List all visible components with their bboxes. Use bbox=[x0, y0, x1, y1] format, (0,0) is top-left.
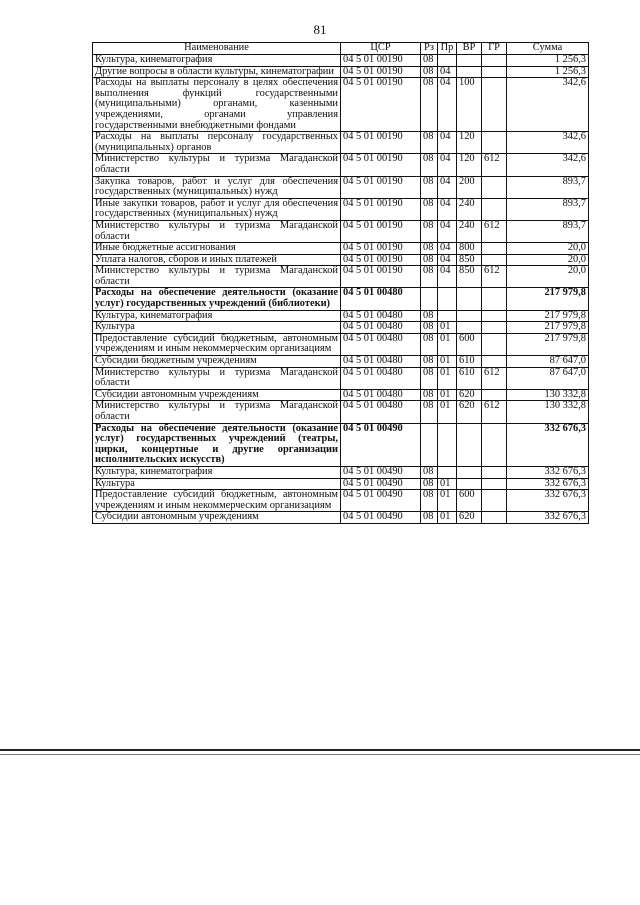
row-csr: 04 5 01 00490 bbox=[341, 490, 421, 512]
row-sum: 20,0 bbox=[507, 254, 589, 266]
row-csr: 04 5 01 00490 bbox=[341, 478, 421, 490]
row-csr: 04 5 01 00480 bbox=[341, 389, 421, 401]
row-gr bbox=[482, 78, 507, 132]
row-pr: 04 bbox=[438, 243, 457, 255]
row-vr: 620 bbox=[457, 401, 482, 423]
row-sum: 1 256,3 bbox=[507, 55, 589, 67]
row-rz: 08 bbox=[421, 243, 438, 255]
row-csr: 04 5 01 00190 bbox=[341, 198, 421, 220]
table-row bbox=[93, 423, 589, 466]
header-vr: ВР bbox=[457, 43, 482, 55]
row-name: Министерство культуры и туризма Магаданской области bbox=[93, 266, 341, 288]
row-gr bbox=[482, 356, 507, 368]
row-csr: 04 5 01 00190 bbox=[341, 243, 421, 255]
header-gr: ГР bbox=[482, 43, 507, 55]
row-sum: 342,6 bbox=[507, 132, 589, 154]
row-sum: 1 256,3 bbox=[507, 66, 589, 78]
row-pr: 04 bbox=[438, 176, 457, 198]
row-name: Субсидии бюджетным учреждениям bbox=[93, 356, 341, 368]
table-body bbox=[93, 55, 589, 524]
row-name: Культура, кинематография bbox=[93, 55, 341, 67]
row-gr bbox=[482, 333, 507, 355]
row-vr bbox=[457, 466, 482, 478]
row-vr: 850 bbox=[457, 266, 482, 288]
row-csr: 04 5 01 00190 bbox=[341, 78, 421, 132]
row-name: Другие вопросы в области культуры, кинематографии bbox=[93, 66, 341, 78]
header-pr: Пр bbox=[438, 43, 457, 55]
table-row bbox=[93, 55, 589, 67]
row-csr: 04 5 01 00190 bbox=[341, 266, 421, 288]
row-gr bbox=[482, 512, 507, 524]
row-gr bbox=[482, 243, 507, 255]
row-rz: 08 bbox=[421, 466, 438, 478]
row-csr: 04 5 01 00490 bbox=[341, 466, 421, 478]
row-vr: 610 bbox=[457, 356, 482, 368]
row-sum: 217 979,8 bbox=[507, 310, 589, 322]
row-sum: 342,6 bbox=[507, 154, 589, 176]
row-csr: 04 5 01 00490 bbox=[341, 423, 421, 466]
row-gr: 612 bbox=[482, 266, 507, 288]
table-row bbox=[93, 243, 589, 255]
row-csr: 04 5 01 00190 bbox=[341, 132, 421, 154]
row-pr: 04 bbox=[438, 132, 457, 154]
row-pr bbox=[438, 288, 457, 310]
row-sum: 130 332,8 bbox=[507, 389, 589, 401]
row-sum: 130 332,8 bbox=[507, 401, 589, 423]
row-gr bbox=[482, 322, 507, 334]
row-gr bbox=[482, 478, 507, 490]
row-csr: 04 5 01 00480 bbox=[341, 333, 421, 355]
row-sum: 332 676,3 bbox=[507, 466, 589, 478]
row-gr: 612 bbox=[482, 220, 507, 242]
row-pr: 04 bbox=[438, 198, 457, 220]
row-csr: 04 5 01 00190 bbox=[341, 176, 421, 198]
row-pr: 01 bbox=[438, 322, 457, 334]
row-gr bbox=[482, 310, 507, 322]
row-sum: 893,7 bbox=[507, 220, 589, 242]
row-sum: 87 647,0 bbox=[507, 356, 589, 368]
table-row bbox=[93, 389, 589, 401]
row-csr: 04 5 01 00480 bbox=[341, 310, 421, 322]
header-name: Наименование bbox=[93, 43, 341, 55]
row-pr: 01 bbox=[438, 490, 457, 512]
row-pr: 04 bbox=[438, 78, 457, 132]
table-row bbox=[93, 78, 589, 132]
table-header-row bbox=[93, 43, 589, 55]
table-row bbox=[93, 478, 589, 490]
row-name: Культура bbox=[93, 322, 341, 334]
row-csr: 04 5 01 00480 bbox=[341, 401, 421, 423]
table-row bbox=[93, 154, 589, 176]
row-rz: 08 bbox=[421, 266, 438, 288]
row-rz: 08 bbox=[421, 356, 438, 368]
row-name: Субсидии автономным учреждениям bbox=[93, 512, 341, 524]
row-csr: 04 5 01 00190 bbox=[341, 66, 421, 78]
row-pr: 04 bbox=[438, 154, 457, 176]
row-name: Министерство культуры и туризма Магаданской области bbox=[93, 401, 341, 423]
row-rz: 08 bbox=[421, 322, 438, 334]
row-rz: 08 bbox=[421, 401, 438, 423]
row-rz: 08 bbox=[421, 310, 438, 322]
row-csr: 04 5 01 00190 bbox=[341, 55, 421, 67]
row-sum: 893,7 bbox=[507, 176, 589, 198]
row-csr: 04 5 01 00190 bbox=[341, 254, 421, 266]
row-name: Предоставление субсидий бюджетным, автономным учреждениям и иным некоммерческим организациям bbox=[93, 490, 341, 512]
row-csr: 04 5 01 00480 bbox=[341, 288, 421, 310]
row-gr bbox=[482, 254, 507, 266]
row-pr: 01 bbox=[438, 356, 457, 368]
row-rz: 08 bbox=[421, 132, 438, 154]
row-rz: 08 bbox=[421, 198, 438, 220]
row-name: Расходы на выплаты персоналу в целях обеспечения выполнения функций государственными (муниципальными) органами, казенными учреждениями, органами управления государственными внебюджетными фондами bbox=[93, 78, 341, 132]
table-row bbox=[93, 132, 589, 154]
row-csr: 04 5 01 00490 bbox=[341, 512, 421, 524]
header-rz: Рз bbox=[421, 43, 438, 55]
row-pr bbox=[438, 466, 457, 478]
table-row bbox=[93, 401, 589, 423]
row-pr: 04 bbox=[438, 66, 457, 78]
row-name: Расходы на выплаты персоналу государственных (муниципальных) органов bbox=[93, 132, 341, 154]
row-gr bbox=[482, 176, 507, 198]
row-name: Расходы на обеспечение деятельности (оказание услуг) государственных учреждений (библиотеки) bbox=[93, 288, 341, 310]
row-sum: 332 676,3 bbox=[507, 512, 589, 524]
row-vr bbox=[457, 66, 482, 78]
row-rz: 08 bbox=[421, 512, 438, 524]
row-sum: 87 647,0 bbox=[507, 367, 589, 389]
row-vr bbox=[457, 310, 482, 322]
row-rz: 08 bbox=[421, 478, 438, 490]
header-csr: ЦСР bbox=[341, 43, 421, 55]
row-rz bbox=[421, 423, 438, 466]
row-pr: 01 bbox=[438, 389, 457, 401]
row-rz: 08 bbox=[421, 389, 438, 401]
row-gr bbox=[482, 288, 507, 310]
row-sum: 217 979,8 bbox=[507, 322, 589, 334]
table-row bbox=[93, 356, 589, 368]
table-row bbox=[93, 367, 589, 389]
row-pr: 01 bbox=[438, 401, 457, 423]
row-sum: 20,0 bbox=[507, 243, 589, 255]
row-vr: 100 bbox=[457, 78, 482, 132]
budget-table bbox=[92, 42, 589, 524]
table-row bbox=[93, 333, 589, 355]
page-number: 81 bbox=[313, 22, 327, 37]
row-gr bbox=[482, 466, 507, 478]
row-pr: 01 bbox=[438, 512, 457, 524]
row-csr: 04 5 01 00480 bbox=[341, 322, 421, 334]
row-name: Министерство культуры и туризма Магаданской области bbox=[93, 154, 341, 176]
row-vr: 120 bbox=[457, 154, 482, 176]
row-sum: 342,6 bbox=[507, 78, 589, 132]
row-rz: 08 bbox=[421, 333, 438, 355]
row-rz: 08 bbox=[421, 154, 438, 176]
row-vr: 240 bbox=[457, 198, 482, 220]
row-sum: 332 676,3 bbox=[507, 423, 589, 466]
row-rz: 08 bbox=[421, 220, 438, 242]
row-gr bbox=[482, 490, 507, 512]
row-name: Закупка товаров, работ и услуг для обеспечения государственных (муниципальных) нужд bbox=[93, 176, 341, 198]
row-gr bbox=[482, 423, 507, 466]
row-pr: 04 bbox=[438, 254, 457, 266]
row-name: Уплата налогов, сборов и иных платежей bbox=[93, 254, 341, 266]
row-rz: 08 bbox=[421, 78, 438, 132]
bottom-divider-secondary bbox=[0, 754, 640, 755]
row-vr bbox=[457, 478, 482, 490]
table-row bbox=[93, 254, 589, 266]
row-sum: 332 676,3 bbox=[507, 490, 589, 512]
row-vr bbox=[457, 322, 482, 334]
row-gr bbox=[482, 55, 507, 67]
row-pr bbox=[438, 55, 457, 67]
row-sum: 217 979,8 bbox=[507, 288, 589, 310]
row-gr: 612 bbox=[482, 401, 507, 423]
row-sum: 217 979,8 bbox=[507, 333, 589, 355]
table-row bbox=[93, 198, 589, 220]
row-gr bbox=[482, 389, 507, 401]
row-csr: 04 5 01 00480 bbox=[341, 356, 421, 368]
row-vr: 620 bbox=[457, 512, 482, 524]
row-pr: 01 bbox=[438, 367, 457, 389]
table-row bbox=[93, 322, 589, 334]
row-vr: 610 bbox=[457, 367, 482, 389]
row-rz: 08 bbox=[421, 66, 438, 78]
row-name: Министерство культуры и туризма Магаданской области bbox=[93, 367, 341, 389]
row-rz: 08 bbox=[421, 176, 438, 198]
row-csr: 04 5 01 00480 bbox=[341, 367, 421, 389]
table-row bbox=[93, 288, 589, 310]
row-name: Иные закупки товаров, работ и услуг для обеспечения государственных (муниципальных) нужд bbox=[93, 198, 341, 220]
row-name: Иные бюджетные ассигнования bbox=[93, 243, 341, 255]
row-pr: 01 bbox=[438, 478, 457, 490]
row-rz: 08 bbox=[421, 490, 438, 512]
row-vr bbox=[457, 288, 482, 310]
row-vr: 200 bbox=[457, 176, 482, 198]
row-vr: 600 bbox=[457, 490, 482, 512]
row-vr: 240 bbox=[457, 220, 482, 242]
row-vr bbox=[457, 423, 482, 466]
row-pr: 04 bbox=[438, 220, 457, 242]
row-gr bbox=[482, 198, 507, 220]
row-vr: 600 bbox=[457, 333, 482, 355]
row-csr: 04 5 01 00190 bbox=[341, 154, 421, 176]
row-name: Культура, кинематография bbox=[93, 466, 341, 478]
row-rz: 08 bbox=[421, 55, 438, 67]
row-pr bbox=[438, 423, 457, 466]
row-rz: 08 bbox=[421, 367, 438, 389]
row-rz: 08 bbox=[421, 254, 438, 266]
row-pr bbox=[438, 310, 457, 322]
row-gr bbox=[482, 132, 507, 154]
table-row bbox=[93, 266, 589, 288]
table-row bbox=[93, 66, 589, 78]
row-name: Предоставление субсидий бюджетным, автономным учреждениям и иным некоммерческим организациям bbox=[93, 333, 341, 355]
row-vr bbox=[457, 55, 482, 67]
table-row bbox=[93, 512, 589, 524]
row-rz bbox=[421, 288, 438, 310]
row-pr: 01 bbox=[438, 333, 457, 355]
row-vr: 800 bbox=[457, 243, 482, 255]
row-sum: 332 676,3 bbox=[507, 478, 589, 490]
row-pr: 04 bbox=[438, 266, 457, 288]
row-vr: 620 bbox=[457, 389, 482, 401]
row-name: Расходы на обеспечение деятельности (оказание услуг) государственных учреждений (театры, цирки, концертные и другие организации исполнительских искусств) bbox=[93, 423, 341, 466]
table-row bbox=[93, 220, 589, 242]
row-name: Субсидии автономным учреждениям bbox=[93, 389, 341, 401]
table-row bbox=[93, 490, 589, 512]
table-row bbox=[93, 176, 589, 198]
table-row bbox=[93, 310, 589, 322]
row-name: Министерство культуры и туризма Магаданской области bbox=[93, 220, 341, 242]
row-gr: 612 bbox=[482, 154, 507, 176]
row-name: Культура bbox=[93, 478, 341, 490]
row-sum: 893,7 bbox=[507, 198, 589, 220]
header-sum: Сумма bbox=[507, 43, 589, 55]
row-gr bbox=[482, 66, 507, 78]
bottom-divider bbox=[0, 749, 640, 751]
row-name: Культура, кинематография bbox=[93, 310, 341, 322]
row-sum: 20,0 bbox=[507, 266, 589, 288]
row-vr: 120 bbox=[457, 132, 482, 154]
table-row bbox=[93, 466, 589, 478]
row-vr: 850 bbox=[457, 254, 482, 266]
row-gr: 612 bbox=[482, 367, 507, 389]
row-csr: 04 5 01 00190 bbox=[341, 220, 421, 242]
